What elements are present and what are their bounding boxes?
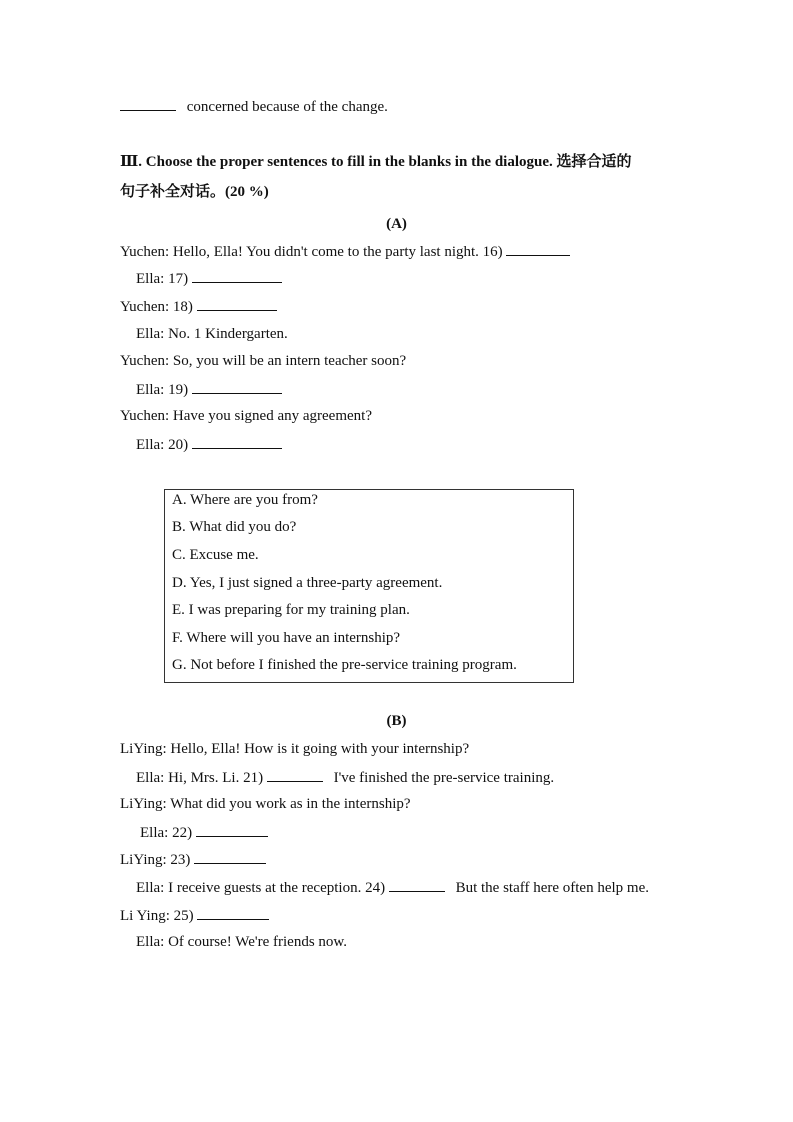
answer-blank-16 — [506, 241, 570, 256]
section-heading: Ⅲ. Choose the proper sentences to fill in the blanks in the dialogue. 选择合适的 — [120, 154, 632, 170]
speaker: Ella: — [136, 880, 165, 896]
option-d: D. Yes, I just signed a three-party agreement. — [172, 575, 443, 591]
utterance: Hello, Ella! You didn't come to the party last night. 16) — [172, 244, 503, 260]
part-b-title: (B) — [386, 713, 407, 729]
speaker: Ella: — [136, 770, 165, 786]
dialogue-line — [136, 268, 282, 289]
dialogue-line — [120, 241, 570, 262]
speaker: Ella: — [136, 437, 165, 453]
speaker: Li Ying: — [120, 908, 170, 924]
speaker: Yuchen: — [120, 244, 170, 260]
answer-blank-18 — [197, 296, 277, 311]
option-e: E. I was preparing for my training plan. — [172, 602, 410, 618]
option-b: B. What did you do? — [172, 519, 297, 535]
speaker: Ella: — [140, 825, 169, 841]
utterance: 20) — [168, 437, 189, 453]
speaker: Ella: — [136, 326, 165, 342]
speaker: Yuchen: — [120, 299, 170, 315]
speaker: Ella: — [136, 382, 165, 398]
utterance: 17) — [168, 271, 189, 287]
speaker: Yuchen: — [120, 353, 170, 369]
options-box — [164, 489, 574, 683]
utterance-cont: But the staff here often help me. — [455, 880, 649, 896]
answer-blank — [120, 96, 176, 111]
carryover-line — [120, 96, 388, 117]
speaker: LiYing: — [120, 796, 167, 812]
dialogue-line — [120, 296, 277, 317]
answer-blank-20 — [192, 434, 282, 449]
utterance: What did you work as in the internship? — [170, 796, 411, 812]
answer-blank-17 — [192, 268, 282, 283]
answer-blank-24 — [389, 877, 445, 892]
answer-blank-21 — [267, 767, 323, 782]
dialogue-line — [120, 406, 372, 426]
dialogue-line — [140, 822, 268, 843]
speaker: Ella: — [136, 271, 165, 287]
dialogue-line — [136, 932, 347, 952]
dialogue-line — [120, 849, 266, 870]
answer-blank-23 — [194, 849, 266, 864]
option-a: A. Where are you from? — [172, 492, 318, 508]
utterance: 18) — [172, 299, 193, 315]
utterance: No. 1 Kindergarten. — [168, 326, 288, 342]
utterance: So, you will be an intern teacher soon? — [172, 353, 407, 369]
utterance: I receive guests at the reception. 24) — [168, 880, 386, 896]
speaker: LiYing: — [120, 852, 167, 868]
speaker: LiYing: — [120, 741, 167, 757]
dialogue-line — [120, 739, 469, 759]
answer-blank-19 — [192, 379, 282, 394]
dialogue-line — [136, 877, 649, 898]
utterance: 19) — [168, 382, 189, 398]
option-f: F. Where will you have an internship? — [172, 630, 401, 646]
section-heading-cont: 句子补全对话。(20 %) — [120, 184, 269, 200]
utterance: Of course! We're friends now. — [168, 934, 348, 950]
part-a-title: (A) — [386, 216, 407, 232]
dialogue-line — [120, 351, 406, 371]
utterance: 23) — [170, 852, 191, 868]
utterance: Hi, Mrs. Li. 21) — [168, 770, 264, 786]
carryover-text: concerned because of the change. — [186, 99, 388, 115]
utterance: Have you signed any agreement? — [172, 408, 372, 424]
dialogue-line — [136, 379, 282, 400]
option-g: G. Not before I finished the pre-service training program. — [172, 657, 517, 673]
utterance-cont: I've finished the pre-service training. — [333, 770, 555, 786]
speaker: Yuchen: — [120, 408, 170, 424]
dialogue-line — [136, 324, 288, 344]
dialogue-line — [120, 794, 411, 814]
option-c: C. Excuse me. — [172, 547, 259, 563]
speaker: Ella: — [136, 934, 165, 950]
dialogue-line — [136, 767, 554, 788]
utterance: 25) — [173, 908, 194, 924]
answer-blank-25 — [197, 905, 269, 920]
answer-blank-22 — [196, 822, 268, 837]
utterance: Hello, Ella! How is it going with your internship? — [170, 741, 470, 757]
dialogue-line — [136, 434, 282, 455]
dialogue-line — [120, 905, 269, 926]
utterance: 22) — [172, 825, 193, 841]
